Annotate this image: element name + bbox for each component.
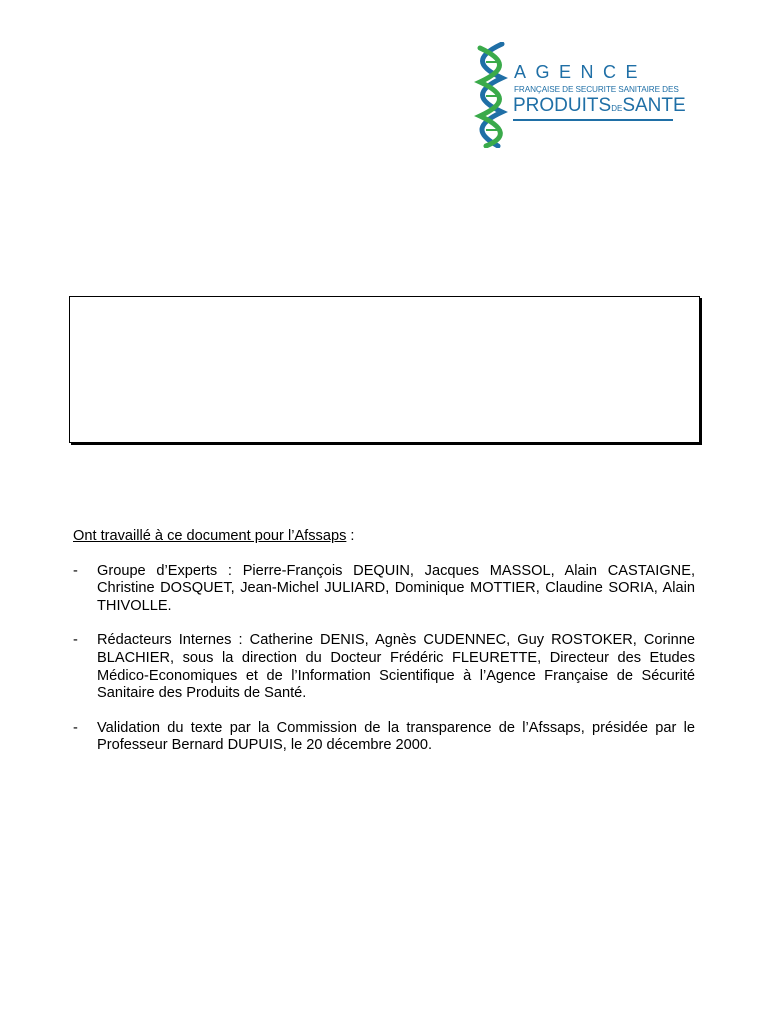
dna-helix-icon xyxy=(472,42,514,148)
contributors-heading: Ont travaillé à ce document pour l’Afssaps xyxy=(73,528,347,544)
list-dash: - xyxy=(73,719,78,736)
list-item-validation xyxy=(73,720,695,755)
heading-colon: : xyxy=(346,528,355,544)
list-item-text: Rédacteurs Internes : Catherine DENIS, Agnès CUDENNEC, Guy ROSTOKER, Corinne BLACHIER, sous la direction du Docteur Frédéric FLEURETTE, Directeur des Etudes Médico-Economiques et de l’Information Scientifique à l’Agence Française de Sécurité Sanitaire des Produits de Santé. xyxy=(97,632,695,702)
logo-underline xyxy=(513,119,673,121)
list-dash: - xyxy=(73,632,78,649)
logo-sante: SANTE xyxy=(622,95,686,116)
list-dash: - xyxy=(73,562,78,579)
logo-produits-sante xyxy=(513,95,686,117)
contributors-heading-row xyxy=(73,528,695,546)
afssaps-logo xyxy=(472,42,686,148)
logo-de: DE xyxy=(611,104,623,113)
logo-subtitle: FRANÇAISE DE SECURITE SANITAIRE DES xyxy=(514,85,679,94)
contributors-section xyxy=(73,528,695,772)
logo-agence-text: AGENCE xyxy=(514,62,648,82)
logo-produits: PRODUITS xyxy=(513,95,612,116)
list-item-text: Groupe d’Experts : Pierre-François DEQUIN, Jacques MASSOL, Alain CASTAIGNE, Christine DOSQUET, Jean-Michel JULIARD, Dominique MOTTIER, Claudine SORIA, Alain THIVOLLE. xyxy=(97,562,695,614)
empty-title-box xyxy=(69,296,700,443)
list-item-experts xyxy=(73,563,695,616)
list-item-redacteurs xyxy=(73,632,695,702)
list-item-text: Validation du texte par la Commission de la transparence de l’Afssaps, présidée par le Professeur Bernard DUPUIS, le 20 décembre 2000. xyxy=(97,719,695,754)
